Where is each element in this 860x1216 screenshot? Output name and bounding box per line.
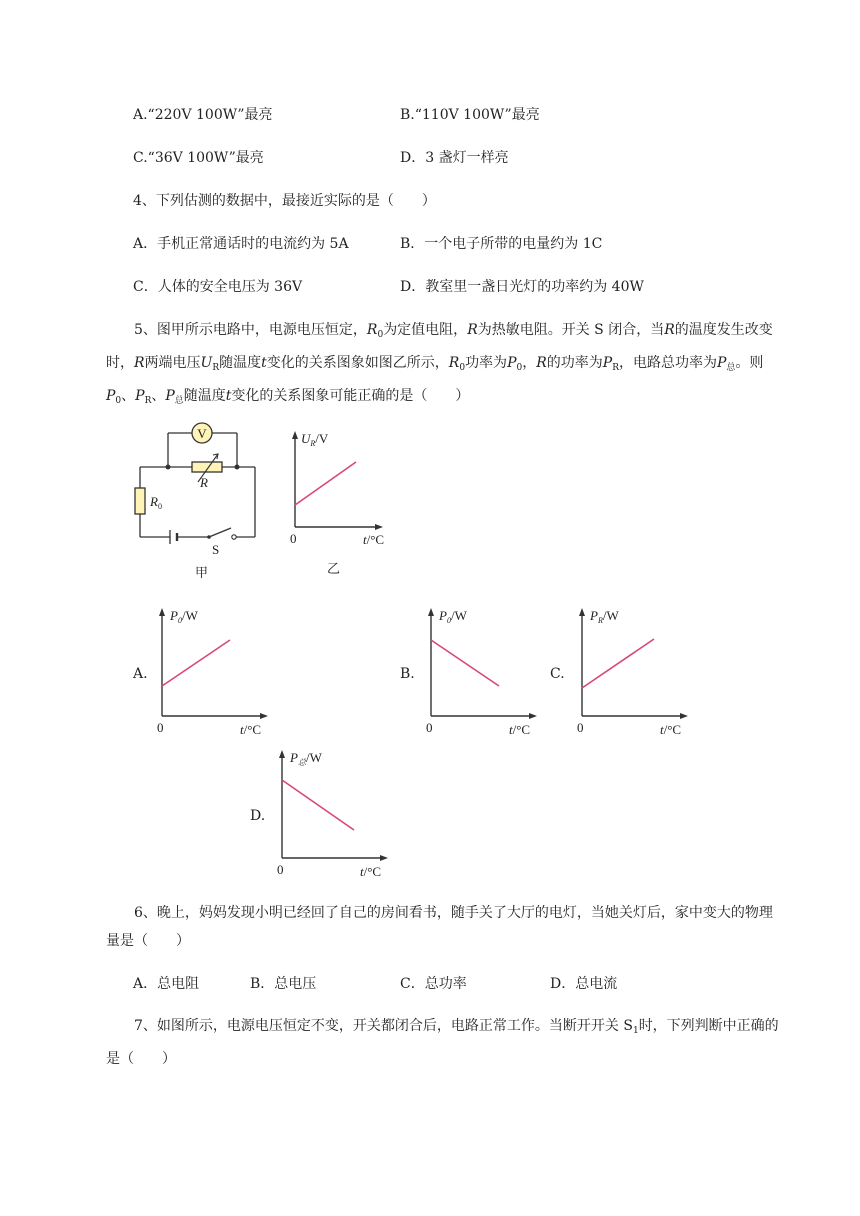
q5-option-d-graph — [270, 742, 405, 882]
origin-label: 0 — [277, 862, 284, 877]
q5-stem: 5、图甲所示电路中，电源电压恒定，$R_0$为定值电阻，R为热敏电阻。开关 S 闭合，当R的温度发生改变时，R两端电压$U_R$随温度t变化的关系图象如图乙所示，$R_0$功率为$P_0$，R的功率为$P_R$，电路总功率为$P_总$。则$P_0$、$P_R$、$P_总$随温度t变化的关系图象可能正确的是（ ） — [106, 322, 773, 406]
q4-option-a: A．手机正常通话时的电流约为 5A — [133, 236, 349, 252]
origin-label: 0 — [157, 720, 164, 735]
x-axis-arrow — [260, 713, 268, 719]
q6-option-a: A．总电阻 — [133, 976, 200, 992]
graph-yi — [285, 425, 395, 580]
q6-option-c: C．总功率 — [400, 976, 467, 992]
junction-dot — [166, 465, 171, 470]
q5-option-d-letter: D. — [250, 808, 266, 824]
junction-dot — [235, 465, 240, 470]
x-axis-label: t/°C — [360, 864, 382, 879]
graph-yi-ylabel: $U_R/V$ — [301, 431, 329, 448]
q6-stem: 6、晚上，妈妈发现小明已经回了自己的房间看书，随手关了大厅的电灯，当她关灯后，家中变大的物理量是（ ） — [106, 905, 773, 949]
y-axis-label: $P_0/W$ — [439, 608, 467, 625]
graph-yi-xlabel: t/°C — [363, 532, 385, 547]
trend-line — [431, 640, 499, 686]
q5-option-b-graph — [419, 600, 554, 740]
trend-line — [282, 780, 354, 830]
voltmeter-label: V — [197, 426, 207, 441]
q7-stem: 7、如图所示，电源电压恒定不变，开关都闭合后，电路正常工作。当断开开关 $S_1$时，下列判断中正确的是（ ） — [106, 1018, 779, 1067]
trend-line — [582, 639, 654, 688]
x-axis-label: t/°C — [660, 722, 682, 737]
y-axis-arrow — [159, 608, 165, 616]
x-axis-arrow — [529, 713, 537, 719]
q4-option-b: B．一个电子所带的电量约为 1C — [400, 236, 603, 252]
q3-option-d: D．3 盏灯一样亮 — [400, 150, 509, 166]
q5-option-b-letter: B. — [400, 666, 415, 682]
q5-option-c-letter: C. — [550, 666, 565, 682]
q5-option-c-graph — [570, 600, 705, 740]
fixed-resistor-icon — [135, 488, 145, 514]
q3-option-b: B.“110V 100W”最亮 — [400, 107, 540, 123]
fixed-resistor-label: $R_0$ — [150, 494, 162, 511]
q3-option-a: A.“220V 100W”最亮 — [133, 107, 273, 123]
y-axis-label: $P_0/W$ — [170, 608, 198, 625]
y-axis-arrow — [279, 750, 285, 758]
graph-yi-line — [295, 462, 356, 505]
battery-icon — [170, 530, 177, 544]
q5-option-a-graph — [150, 600, 285, 740]
thermistor-label: R — [200, 475, 208, 490]
switch-icon — [207, 528, 236, 539]
q5-option-a-letter: A. — [133, 666, 148, 682]
graph-yi-origin: 0 — [290, 531, 297, 546]
x-axis-arrow — [680, 713, 688, 719]
graph-yi-caption: 乙 — [327, 561, 341, 576]
x-axis-label: t/°C — [240, 722, 262, 737]
x-axis-arrow — [380, 855, 388, 861]
circuit-diagram — [130, 420, 270, 580]
y-axis-label: $P_总/W$ — [290, 750, 322, 767]
circuit-caption: 甲 — [195, 565, 209, 580]
q4-option-d: D．教室里一盏日光灯的功率约为 40W — [400, 279, 644, 295]
origin-label: 0 — [577, 720, 584, 735]
q4-option-c: C．人体的安全电压为 36V — [133, 279, 303, 295]
q3-option-c: C.“36V 100W”最亮 — [133, 150, 264, 166]
y-axis-arrow — [428, 608, 434, 616]
x-axis-label: t/°C — [509, 722, 531, 737]
q6-option-b: B．总电压 — [250, 976, 317, 992]
q4-stem: 4、下列估测的数据中，最接近实际的是（ ） — [133, 193, 436, 209]
switch-label: S — [212, 542, 220, 557]
origin-label: 0 — [426, 720, 433, 735]
y-axis-arrow — [579, 608, 585, 616]
y-axis-label: $P_R/W$ — [590, 608, 619, 625]
trend-line — [162, 640, 230, 686]
q6-option-d: D．总电流 — [550, 976, 618, 992]
